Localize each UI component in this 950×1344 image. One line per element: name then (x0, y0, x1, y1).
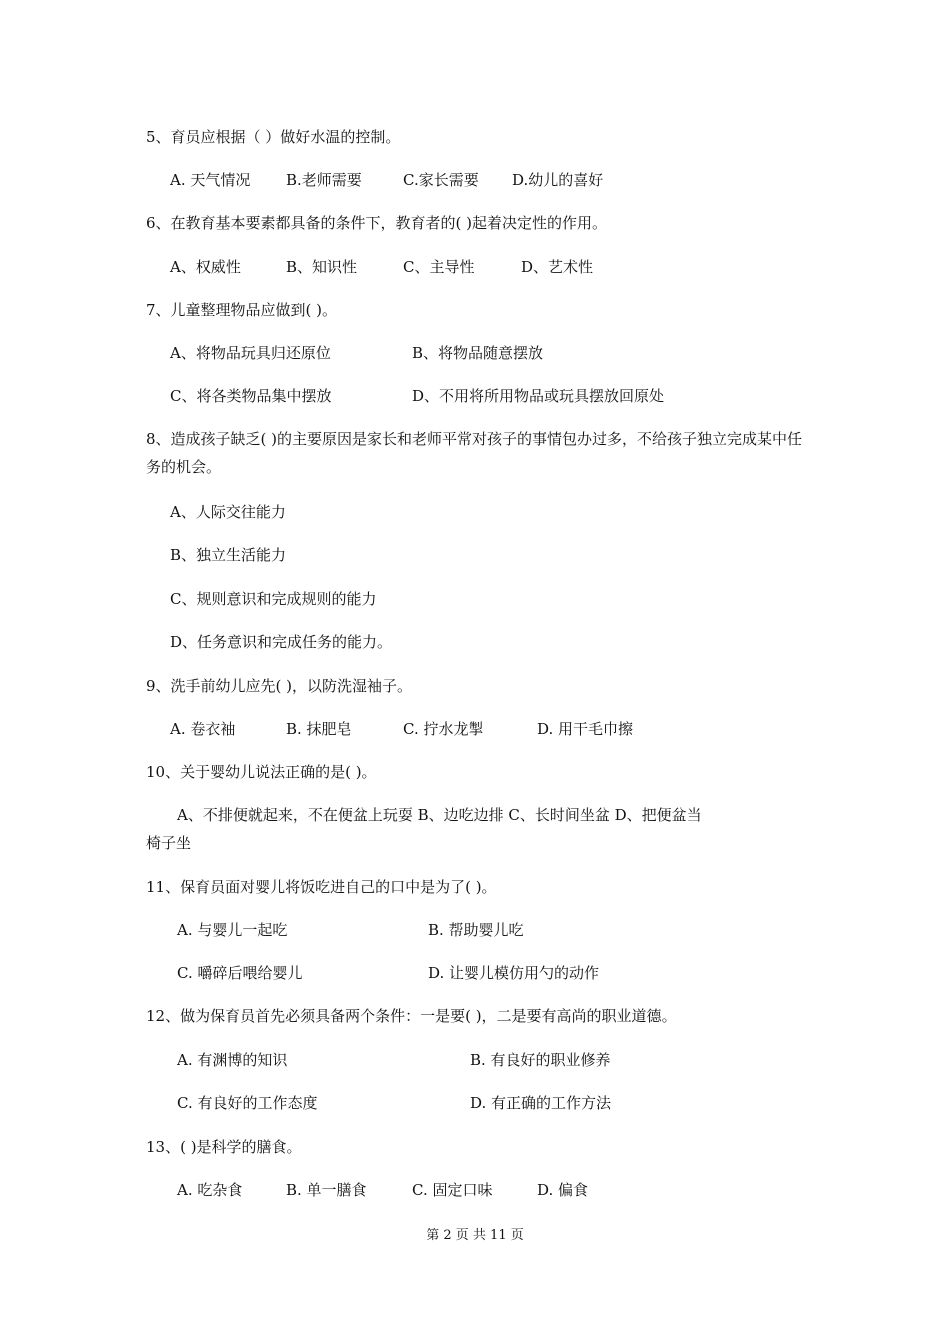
question-6-option-b: B、知识性 (286, 258, 358, 276)
question-7-option-b: B、将物品随意摆放 (412, 344, 544, 362)
question-5-option-c: C.家长需要 (403, 171, 479, 189)
question-10-options-continued: 椅子坐 (146, 834, 192, 852)
question-8-stem: 8、造成孩子缺乏( )的主要原因是家长和老师平常对孩子的事情包办过多，不给孩子独立完成某中任务的机会。 (146, 430, 803, 476)
question-5-stem: 5、育员应根据（ ）做好水温的控制。 (146, 128, 401, 146)
question-13-option-d: D. 偏食 (537, 1181, 589, 1199)
question-12-option-a: A. 有渊博的知识 (177, 1051, 288, 1069)
question-13-option-b: B. 单一膳食 (286, 1181, 367, 1199)
question-11-stem: 11、保育员面对婴儿将饭吃进自己的口中是为了( )。 (146, 878, 497, 896)
question-8-option-a: A、人际交往能力 (170, 503, 286, 521)
question-13-stem: 13、( )是科学的膳食。 (146, 1138, 302, 1156)
question-11-option-b: B. 帮助婴儿吃 (428, 921, 524, 939)
question-8-option-d: D、任务意识和完成任务的能力。 (170, 633, 393, 651)
question-6-option-d: D、艺术性 (521, 258, 594, 276)
question-10-options: A、不排便就起来，不在便盆上玩耍 B、边吃边排 C、长时间坐盆 D、把便盆当 (177, 806, 702, 824)
question-12-option-b: B. 有良好的职业修养 (470, 1051, 611, 1069)
question-10-stem: 10、关于婴幼儿说法正确的是( )。 (146, 763, 377, 781)
question-8-option-c: C、规则意识和完成规则的能力 (170, 590, 377, 608)
question-7-option-c: C、将各类物品集中摆放 (170, 387, 332, 405)
question-11-option-d: D. 让婴儿模仿用勺的动作 (428, 964, 600, 982)
question-13-option-a: A. 吃杂食 (177, 1181, 243, 1199)
question-9-option-d: D. 用干毛巾擦 (537, 720, 634, 738)
question-12-stem: 12、做为保育员首先必须具备两个条件：一是要( )，二是要有高尚的职业道德。 (146, 1007, 677, 1025)
question-5-option-d: D.幼儿的喜好 (512, 171, 604, 189)
question-7-option-a: A、将物品玩具归还原位 (170, 344, 331, 362)
question-7-option-d: D、不用将所用物品或玩具摆放回原处 (412, 387, 665, 405)
question-9-stem: 9、洗手前幼儿应先( )，以防洗湿袖子。 (146, 677, 413, 695)
question-8-option-b: B、独立生活能力 (170, 546, 287, 564)
question-5-option-a: A. 天气情况 (170, 171, 251, 189)
page-number: 第 2 页 共 11 页 (426, 1228, 524, 1243)
question-7-stem: 7、儿童整理物品应做到( )。 (146, 301, 338, 319)
question-12-option-d: D. 有正确的工作方法 (470, 1094, 612, 1112)
question-13-option-c: C. 固定口味 (412, 1181, 493, 1199)
question-6-option-a: A、权威性 (170, 258, 241, 276)
question-9-option-b: B. 抹肥皂 (286, 720, 352, 738)
question-6-option-c: C、主导性 (403, 258, 475, 276)
question-11-option-a: A. 与婴儿一起吃 (177, 921, 288, 939)
question-11-option-c: C. 嚼碎后喂给婴儿 (177, 964, 303, 982)
question-12-option-c: C. 有良好的工作态度 (177, 1094, 318, 1112)
question-9-option-c: C. 拧水龙掣 (403, 720, 484, 738)
question-9-option-a: A. 卷衣袖 (170, 720, 236, 738)
question-6-stem: 6、在教育基本要素都具备的条件下，教育者的( )起着决定性的作用。 (146, 214, 608, 232)
question-5-option-b: B.老师需要 (286, 171, 362, 189)
